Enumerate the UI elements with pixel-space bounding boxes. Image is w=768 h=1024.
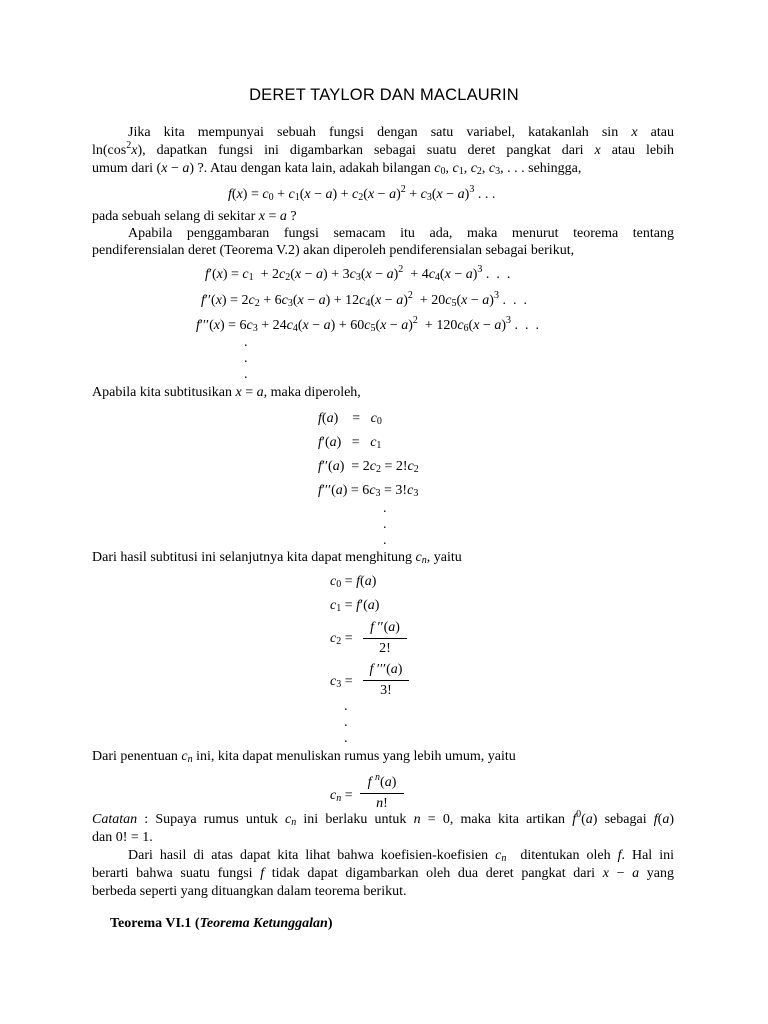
derivative-3: $f'''(x) = 6c_3 + 24c_4(x - a) + 60c_5(x - a)^2 + 120c_6(x - a)^3$ . . . [196,315,540,334]
neighborhood-text: pada sebuah selang di sekitar x = a ? [92,209,297,224]
substituted-1: f(a) = $c_0$ [318,411,382,427]
intro-line-1: Jika kita mempunyai sebuah fungsi dengan satu variabel, katakanlah sin x atau [128,125,674,140]
compute-text: Dari hasil subtitusi ini selanjutnya kita dapat menghitung $c_n$, yaitu [92,550,462,566]
ellipsis-dot: . [244,367,248,382]
ellipsis-dot: . [383,533,387,548]
para2-line-2: pendiferensialan deret (Teorema V.2) akan diperoleh pendiferensialan sebagai berikut, [92,243,575,258]
ellipsis-dot: . [344,699,348,714]
ellipsis-dot: . [383,501,387,516]
theorem-heading: Teorema VI.1 (Teorema Ketunggalan) [110,916,333,931]
theorem-label: Teorema VI.1 [110,916,192,931]
ellipsis-dot: . [244,351,248,366]
ellipsis-dot: . [344,715,348,730]
substitute-text: Apabila kita subtitusikan x = a, maka diperoleh, [92,385,361,400]
ellipsis-dot: . [344,731,348,746]
ellipsis-dot: . [383,517,387,532]
ellipsis-dot: . [244,335,248,350]
general-text: Dari penentuan $c_n$ ini, kita dapat menuliskan rumus yang lebih umum, yaitu [92,749,516,765]
coefficient-0: $c_0 = f(a)$ [330,574,377,590]
substituted-4: $f'''(a) = 6c_3 = 3!c_3$ [318,483,419,499]
note-line-1: Catatan : Supaya rumus untuk $c_n$ ini berlaku untuk n = 0, maka kita artikan $f^0(a)$ sebagai f(a) [92,809,674,828]
conclusion-line-2: berarti bahwa suatu fungsi f tidak dapat digambarkan oleh dua deret pangkat dari x − a yang [92,866,675,881]
theorem-name: Teorema Ketunggalan [199,916,328,931]
substituted-3: $f''(a) = 2c_2 = 2!c_2$ [318,459,419,475]
general-formula-lhs: $c_n$ = [330,788,353,804]
coefficient-2-fraction: f ′′(a) 2! [363,620,407,657]
intro-line-2: $\ln(\cos^2x)$, dapatkan fungsi ini digambarkan sebagai suatu deret pangkat dari x atau lebih [92,140,674,158]
coefficient-3-lhs: $c_3$ = [330,674,353,690]
para2-line-1: Apabila penggambaran fungsi semacam itu ada, maka menurut teorema tentang [128,226,674,241]
derivative-2: $f''(x) = 2c_2 + 6c_3(x - a) + 12c_4(x - a)^2 + 20c_5(x - a)^3$ . . . [201,290,527,309]
series-equation: $f(x) = c_0 + c_1(x - a) + c_2(x - a)^2 + c_3(x - a)^3$ . . . [228,184,496,203]
conclusion-line-1: Dari hasil di atas dapat kita lihat bahwa koefisien-koefisien $c_n$ ditentukan oleh f. Hal ini [128,848,674,864]
coefficient-2-lhs: $c_2$ = [330,631,353,647]
note-line-2: dan 0! = 1. [92,830,153,845]
substituted-2: $f'(a) = c_1$ [318,435,382,451]
general-formula-fraction: f $^n$(a) n! [360,775,404,812]
derivative-1: $f'(x) = c_1 + 2c_2(x - a) + 3c_3(x - a)^2 + 4c_4(x - a)^3$ . . . [205,264,511,283]
conclusion-line-3: berbeda seperti yang dituangkan dalam teorema berikut. [92,884,407,899]
coefficient-1: $c_1 = f'(a)$ [330,598,380,614]
coefficient-3-fraction: f ′′′(a) 3! [363,662,409,699]
page-title: DERET TAYLOR DAN MACLAURIN [249,86,519,104]
intro-line-3: umum dari (x − a) ?. Atau dengan kata lain, adakah bilangan $c_0$, $c_1$, $c_2$, $c_3$, . . . sehingga, [92,161,582,177]
